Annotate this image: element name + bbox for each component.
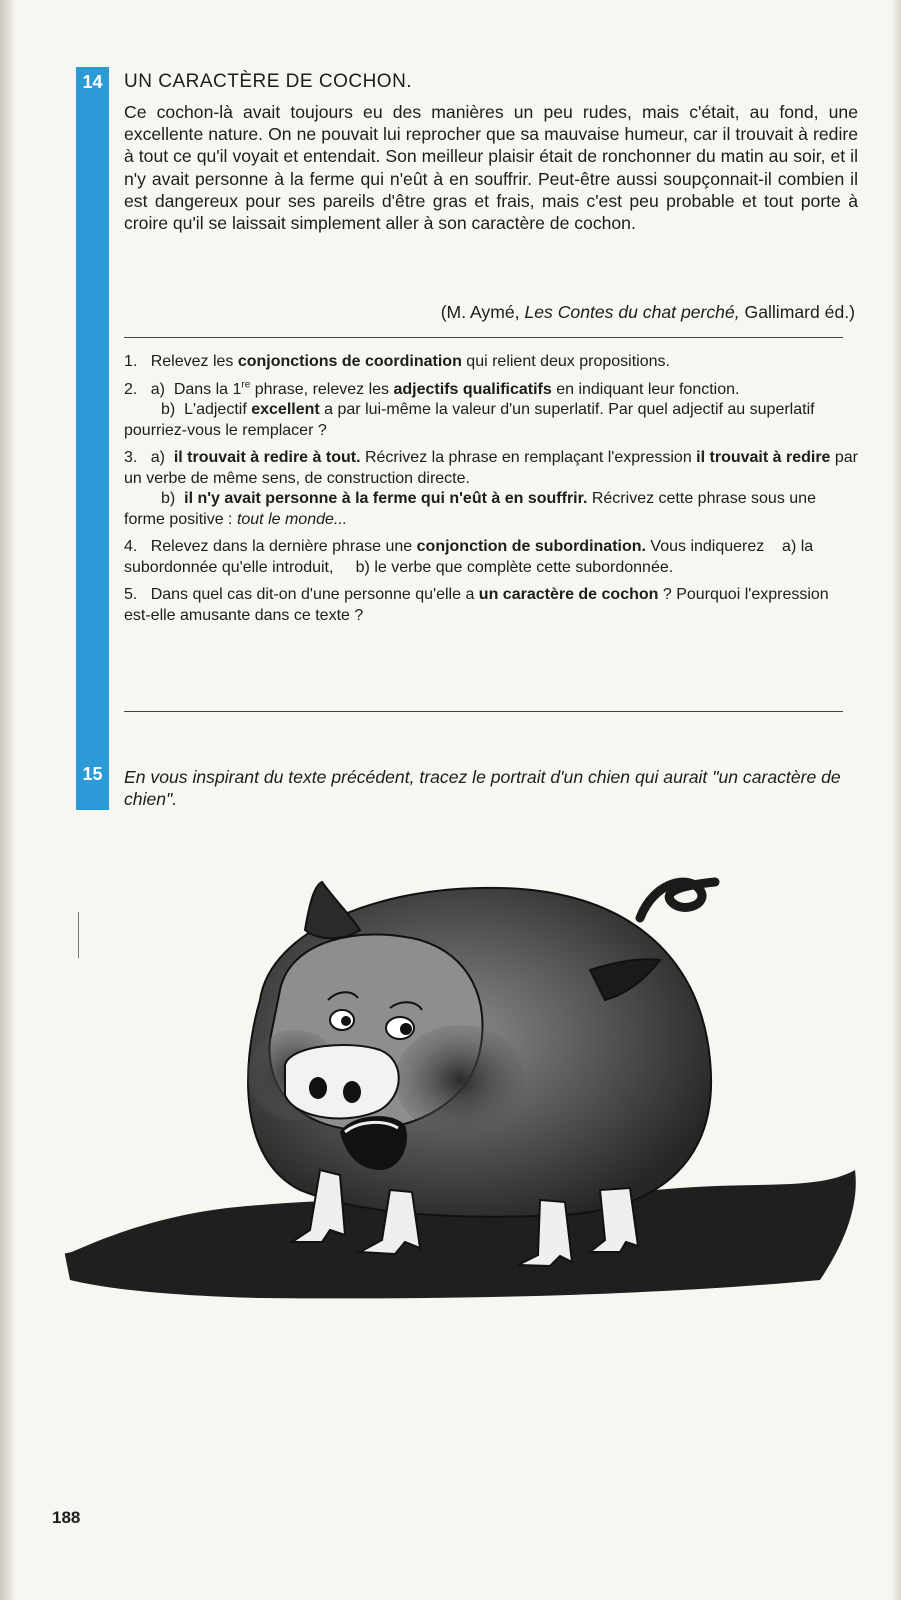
q5-text-pre: Dans quel cas dit-on d'une personne qu'elle a [150,586,479,603]
page-binding-edge [0,0,16,1600]
q3b-text-bold: il n'y avait personne à la ferme qui n'eût à en souffrir. [184,490,588,507]
exercise-14-passage: Ce cochon-là avait toujours eu des manières un peu rudes, mais c'était, au fond, une excellente nature. On ne pouvait lui reprocher que sa mauvaise humeur, car il trouvait à redire à tout ce qu'il voyait et entendait. Son meilleur plaisir était de ronchonner du matin au soir, et il n'y avait personne à la ferme qui n'eût à en souffrir. Peut-être aussi soupçonnait-il combien il est dangereux pour ses pareils d'être gras et frais, mais c'est peu probable et tout porte à croire qu'il se laissait simplement aller à son caractère de cochon. [124,102,858,234]
q4-text-rest: Vous indiquerez a) la subordonnée qu'elle introduit, b) le verbe que complète cette subordonnée. [124,538,818,576]
exercise-15-instruction: En vous inspirant du texte précédent, tracez le portrait d'un chien qui aurait "un caractère de chien". [124,767,841,809]
q3b-text-italic: tout le monde... [236,510,348,528]
exercise-14-side-bar [76,67,109,810]
question-4 [124,537,858,578]
q3a-text-bold2: il trouvait à redire [696,449,831,466]
q2a-text-pre: Dans la 1 [173,380,242,398]
exercise-14-questions [124,352,858,633]
q3a-text-post: par un verbe de même sens, de construction directe. [124,449,859,487]
question-1 [124,352,858,373]
page-number: 188 [52,1508,81,1527]
q2a-text-mid: phrase, relevez les [250,380,394,398]
q4-number: 4. [124,538,138,555]
q3-number: 3. [124,449,138,466]
q3a-text-mid: Récrivez la phrase en remplaçant l'expression [360,449,697,466]
q2b-text-post: a par lui-même la valeur d'un superlatif. Par quel adjectif au superlatif pourriez-vous le remplacer ? [124,401,815,439]
exercise-14-number: 14 [76,69,109,95]
divider-bottom [124,711,843,712]
q5-text-post: ? Pourquoi l'expression est-elle amusante dans ce texte ? [124,586,829,624]
q4-text-bold: conjonction de subordination. [416,538,646,555]
page-right-edge [891,0,901,1600]
exercise-15-number: 15 [76,761,109,787]
q5-text-bold: un caractère de cochon [478,586,659,603]
q2a-superscript: re [241,379,251,391]
q3a-label: a) [150,449,165,466]
q2-number: 2. [124,380,138,398]
question-3 [124,448,858,530]
q2b-label: b) [161,401,176,418]
q2a-text-bold: adjectifs qualificatifs [393,380,552,398]
q1-number: 1. [124,353,138,370]
q1-text-post: qui relient deux propositions. [461,353,670,370]
q3a-text-bold1: il trouvait à redire à tout. [173,449,361,466]
pig-illustration-icon [60,870,875,1340]
divider-top [124,337,843,338]
question-5 [124,585,858,626]
q2b-text-pre: L'adjectif [184,401,252,418]
source-publisher: Gallimard éd.) [739,302,855,322]
q1-text-pre: Relevez les [150,353,238,370]
q2b-text-bold: excellent [251,401,320,418]
q3b-text-mid: Récrivez cette phrase sous une forme positive : [124,490,816,528]
passage-source [441,302,855,323]
q4-text-pre: Relevez dans la dernière phrase une [150,538,417,555]
q1-text-bold: conjonctions de coordination [237,353,462,370]
q2a-text-post: en indiquant leur fonction. [551,380,740,398]
exercise-14-title: UN CARACTÈRE DE COCHON. [124,71,413,92]
q2a-label: a) [150,380,165,398]
q3b-label: b) [161,490,176,507]
source-work: Les Contes du chat perché, [524,302,740,322]
q5-number: 5. [124,586,138,603]
source-author: (M. Aymé, [440,302,525,322]
question-2 [124,380,858,442]
